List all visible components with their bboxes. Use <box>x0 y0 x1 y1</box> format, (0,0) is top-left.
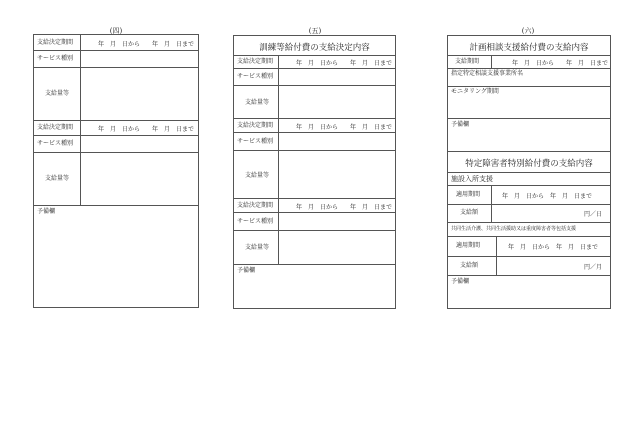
service-type-label: サービス種別 <box>237 73 274 80</box>
form-six-title-2: 特定障害者特別給付費の支給内容 <box>465 159 593 169</box>
apply-period-label: 適用期間 <box>456 191 481 198</box>
apply-date-field[interactable]: 年 月 日から 年 月 日まで <box>502 193 593 200</box>
service-type-label-3: サービス種別 <box>237 218 274 225</box>
period-label-2: 支給決定期間 <box>37 124 74 131</box>
period-label: 支給決定期間 <box>37 39 74 46</box>
provider-label: 指定特定相談支援事業所名 <box>451 70 524 77</box>
section-label-six: (六) <box>521 27 535 35</box>
amount-unit-2[interactable]: 円／月 <box>584 264 603 271</box>
amount-label: 支給額 <box>460 209 479 216</box>
remarks-label: 予備欄 <box>237 267 256 274</box>
service-type-label-2: サービス種別 <box>37 140 74 147</box>
period-label: 支給期間 <box>455 58 480 65</box>
apply-date-field-2[interactable]: 年 月 日から 年 月 日まで <box>508 244 599 251</box>
remarks-label-2: 予備欄 <box>451 278 470 285</box>
service-type-label: サービス種別 <box>37 55 74 62</box>
period-label-2: 支給決定期間 <box>237 122 274 129</box>
period-label-3: 支給決定期間 <box>237 202 274 209</box>
amount-unit[interactable]: 円／日 <box>584 211 603 218</box>
period-date-field[interactable]: 年 月 日から 年 月 日まで <box>296 60 393 67</box>
section-label-five: (五) <box>308 27 322 35</box>
remarks-label: 予備欄 <box>451 121 470 128</box>
period-date-field[interactable]: 年 月 日から 年 月 日まで <box>98 41 195 48</box>
group-home-label: 共同生活介護、共同生活援助又は重度障害者等包括支援 <box>451 226 577 232</box>
form-five-title: 訓練等給付費の支給決定内容 <box>259 43 370 53</box>
monitoring-label: モニタリング期間 <box>451 88 499 95</box>
period-date-field-2[interactable]: 年 月 日から 年 月 日まで <box>296 124 393 131</box>
facility-label: 施設入所支援 <box>451 175 493 183</box>
period-label: 支給決定期間 <box>237 58 274 65</box>
apply-period-label-2: 適用期間 <box>456 242 481 249</box>
form-four-frame <box>33 34 199 308</box>
period-date-field-3[interactable]: 年 月 日から 年 月 日まで <box>296 204 393 211</box>
amount-label: 支給量等 <box>45 90 70 97</box>
section-label-four: (四) <box>109 27 123 35</box>
form-six-title: 計画相談支援給付費の支給内容 <box>469 43 589 53</box>
period-date-field-2[interactable]: 年 月 日から 年 月 日まで <box>98 126 195 133</box>
service-type-label-2: サービス種別 <box>237 138 274 145</box>
amount-label: 支給量等 <box>245 99 270 106</box>
remarks-label: 予備欄 <box>37 208 56 215</box>
amount-label-2: 支給額 <box>460 262 479 269</box>
amount-label-2: 支給量等 <box>45 175 70 182</box>
period-date-field[interactable]: 年 月 日から 年 月 日まで <box>512 60 609 67</box>
amount-label-3: 支給量等 <box>245 244 270 251</box>
amount-label-2: 支給量等 <box>245 172 270 179</box>
